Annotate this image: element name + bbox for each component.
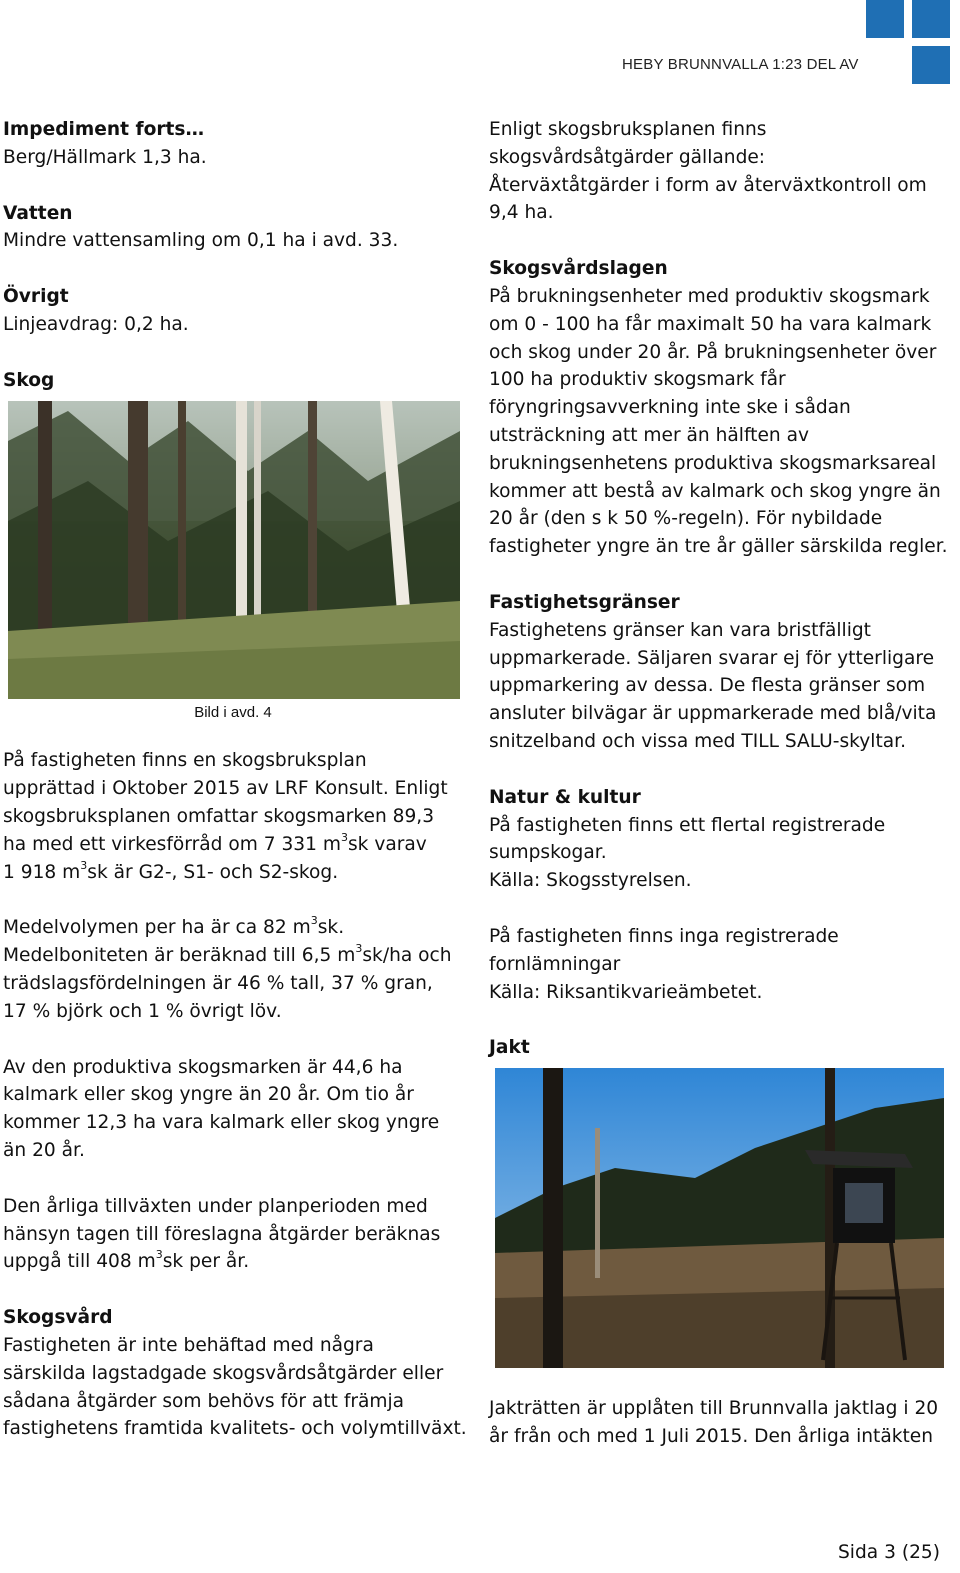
productive-line: än 20 år. <box>3 1139 85 1161</box>
skogsvardslagen-line: fastigheter yngre än tre år gäller särskilda regler. <box>489 536 948 558</box>
impediment-text: Berg/Hällmark 1,3 ha. <box>3 146 207 168</box>
growth-line: uppgå till 408 $m^3sk$ per år. <box>3 1248 250 1273</box>
skogsvardslagen-line: 20 år (den s k 50 %-regeln). För nybildade <box>489 508 883 530</box>
plan-line: ha med ett virkesförråd om 7 331 $m^3sk$ varav <box>3 830 427 855</box>
skogsvard-line: fastighetens framtida kvalitets- och volymtillväxt. <box>3 1418 467 1440</box>
ovrigt-heading: Övrigt <box>3 286 69 308</box>
logo-square <box>912 0 950 38</box>
logo-square <box>866 0 904 38</box>
skogsvardslagen-line: och skog under 20 år. På brukningsenheter över <box>489 341 937 363</box>
jakt-line: Jakträtten är upplåten till Brunnvalla jaktlag i 20 <box>489 1398 939 1420</box>
skogsvardslagen-line: om 0 - 100 ha får maximalt 50 ha vara kalmark <box>489 313 932 335</box>
volume-line: trädslagsfördelningen är 46 % tall, 37 % gran, <box>3 972 433 994</box>
growth-line: Den årliga tillväxten under planperioden med <box>3 1195 428 1217</box>
volume-line: 17 % björk och 1 % övrigt löv. <box>3 1000 282 1022</box>
hunting-stand-photo-image <box>495 1068 944 1368</box>
productive-line: kommer 12,3 ha vara kalmark eller skog yngre <box>3 1112 440 1134</box>
volume-line: Medelboniteten är beräknad till 6,5 $m^3sk/ha$ och <box>3 942 452 967</box>
skogsvardslagen-line: kommer att bestå av kalmark och skog yngre än <box>489 480 941 502</box>
skogsvardslagen-line: utsträckning att mer än hälften av <box>489 424 809 446</box>
plan-line: skogsbruksplanen omfattar skogsmarken 89,3 <box>3 805 435 827</box>
forest-photo-caption: Bild i avd. 4 <box>194 703 272 721</box>
skogsvard-line: särskilda lagstadgade skogsvårdsåtgärder eller <box>3 1362 444 1384</box>
productive-line: kalmark eller skog yngre än 20 år. Om tio år <box>3 1084 414 1106</box>
intro-line: skogsvårdsåtgärder gällande: <box>489 146 766 168</box>
skogsvard-heading: Skogsvård <box>3 1307 113 1329</box>
skogsvard-line: sådana åtgärder som behövs för att främja <box>3 1390 405 1412</box>
plan-line: 1 918 $m^3sk$ är G2-, S1- och S2-skog. <box>3 858 339 883</box>
intro-line: Återväxtåtgärder i form av återväxtkontroll om <box>489 174 927 196</box>
productive-line: Av den produktiva skogsmarken är 44,6 ha <box>3 1056 403 1078</box>
intro-line: Enligt skogsbruksplanen finns <box>489 119 767 140</box>
granser-line: uppmarkerade. Säljaren svarar ej för ytterligare <box>489 647 935 669</box>
skogsvardslagen-line: föryngringsavverkning inte ske i sådan <box>489 397 851 419</box>
growth-line: hänsyn tagen till föreslagna åtgärder beräknas <box>3 1223 441 1245</box>
natur-line: Källa: Skogsstyrelsen. <box>489 870 692 892</box>
fornlamning-line: fornlämningar <box>489 953 621 975</box>
natur-line: sumpskogar. <box>489 842 607 864</box>
forest-photo <box>8 401 460 699</box>
jakt-heading: Jakt <box>489 1037 530 1059</box>
logo-square <box>912 46 950 84</box>
jakt-line: år från och med 1 Juli 2015. Den årliga intäkten <box>489 1425 934 1447</box>
intro-line: 9,4 ha. <box>489 202 554 224</box>
plan-line: upprättad i Oktober 2015 av LRF Konsult. Enligt <box>3 778 448 800</box>
skogsvardslagen-heading: Skogsvårdslagen <box>489 258 668 280</box>
skogsvardslagen-line: 100 ha produktiv skogsmark får <box>489 369 786 391</box>
left-column <box>3 116 473 1443</box>
impediment-heading: Impediment forts… <box>3 119 205 140</box>
skog-heading: Skog <box>3 369 55 391</box>
skogsvardslagen-line: brukningsenhetens produktiva skogsmarksareal <box>489 452 937 474</box>
fornlamning-line: Källa: Riksantikvarieämbetet. <box>489 981 763 1003</box>
ovrigt-text: Linjeavdrag: 0,2 ha. <box>3 313 189 335</box>
granser-line: Fastighetens gränser kan vara bristfälligt <box>489 619 871 641</box>
plan-line: På fastigheten finns en skogsbruksplan <box>3 750 367 772</box>
right-column <box>489 116 957 1451</box>
skogsvardslagen-line: På brukningsenheter med produktiv skogsmark <box>489 285 930 307</box>
fastighetsgranser-heading: Fastighetsgränser <box>489 591 680 613</box>
natur-kultur-heading: Natur & kultur <box>489 786 641 808</box>
fornlamning-line: På fastigheten finns inga registrerade <box>489 925 839 947</box>
skogsvard-line: Fastigheten är inte behäftad med några <box>3 1334 374 1356</box>
natur-line: På fastigheten finns ett flertal registrerade <box>489 814 886 836</box>
vatten-heading: Vatten <box>3 202 73 224</box>
page-number: Sida 3 (25) <box>838 1542 940 1563</box>
forest-photo-image <box>8 401 460 699</box>
volume-line: Medelvolymen per ha är ca 82 $m^3sk$. <box>3 914 345 939</box>
granser-line: uppmarkering av dessa. De flesta gränser som <box>489 675 926 697</box>
granser-line: ansluter bilvägar är uppmarkerade med blå/vita <box>489 703 937 725</box>
hunting-stand-photo <box>495 1068 944 1368</box>
granser-line: snitzelband och vissa med TILL SALU-skyltar. <box>489 730 906 752</box>
document-header: HEBY BRUNNVALLA 1:23 DEL AV <box>622 56 859 73</box>
vatten-text: Mindre vattensamling om 0,1 ha i avd. 33. <box>3 230 399 252</box>
